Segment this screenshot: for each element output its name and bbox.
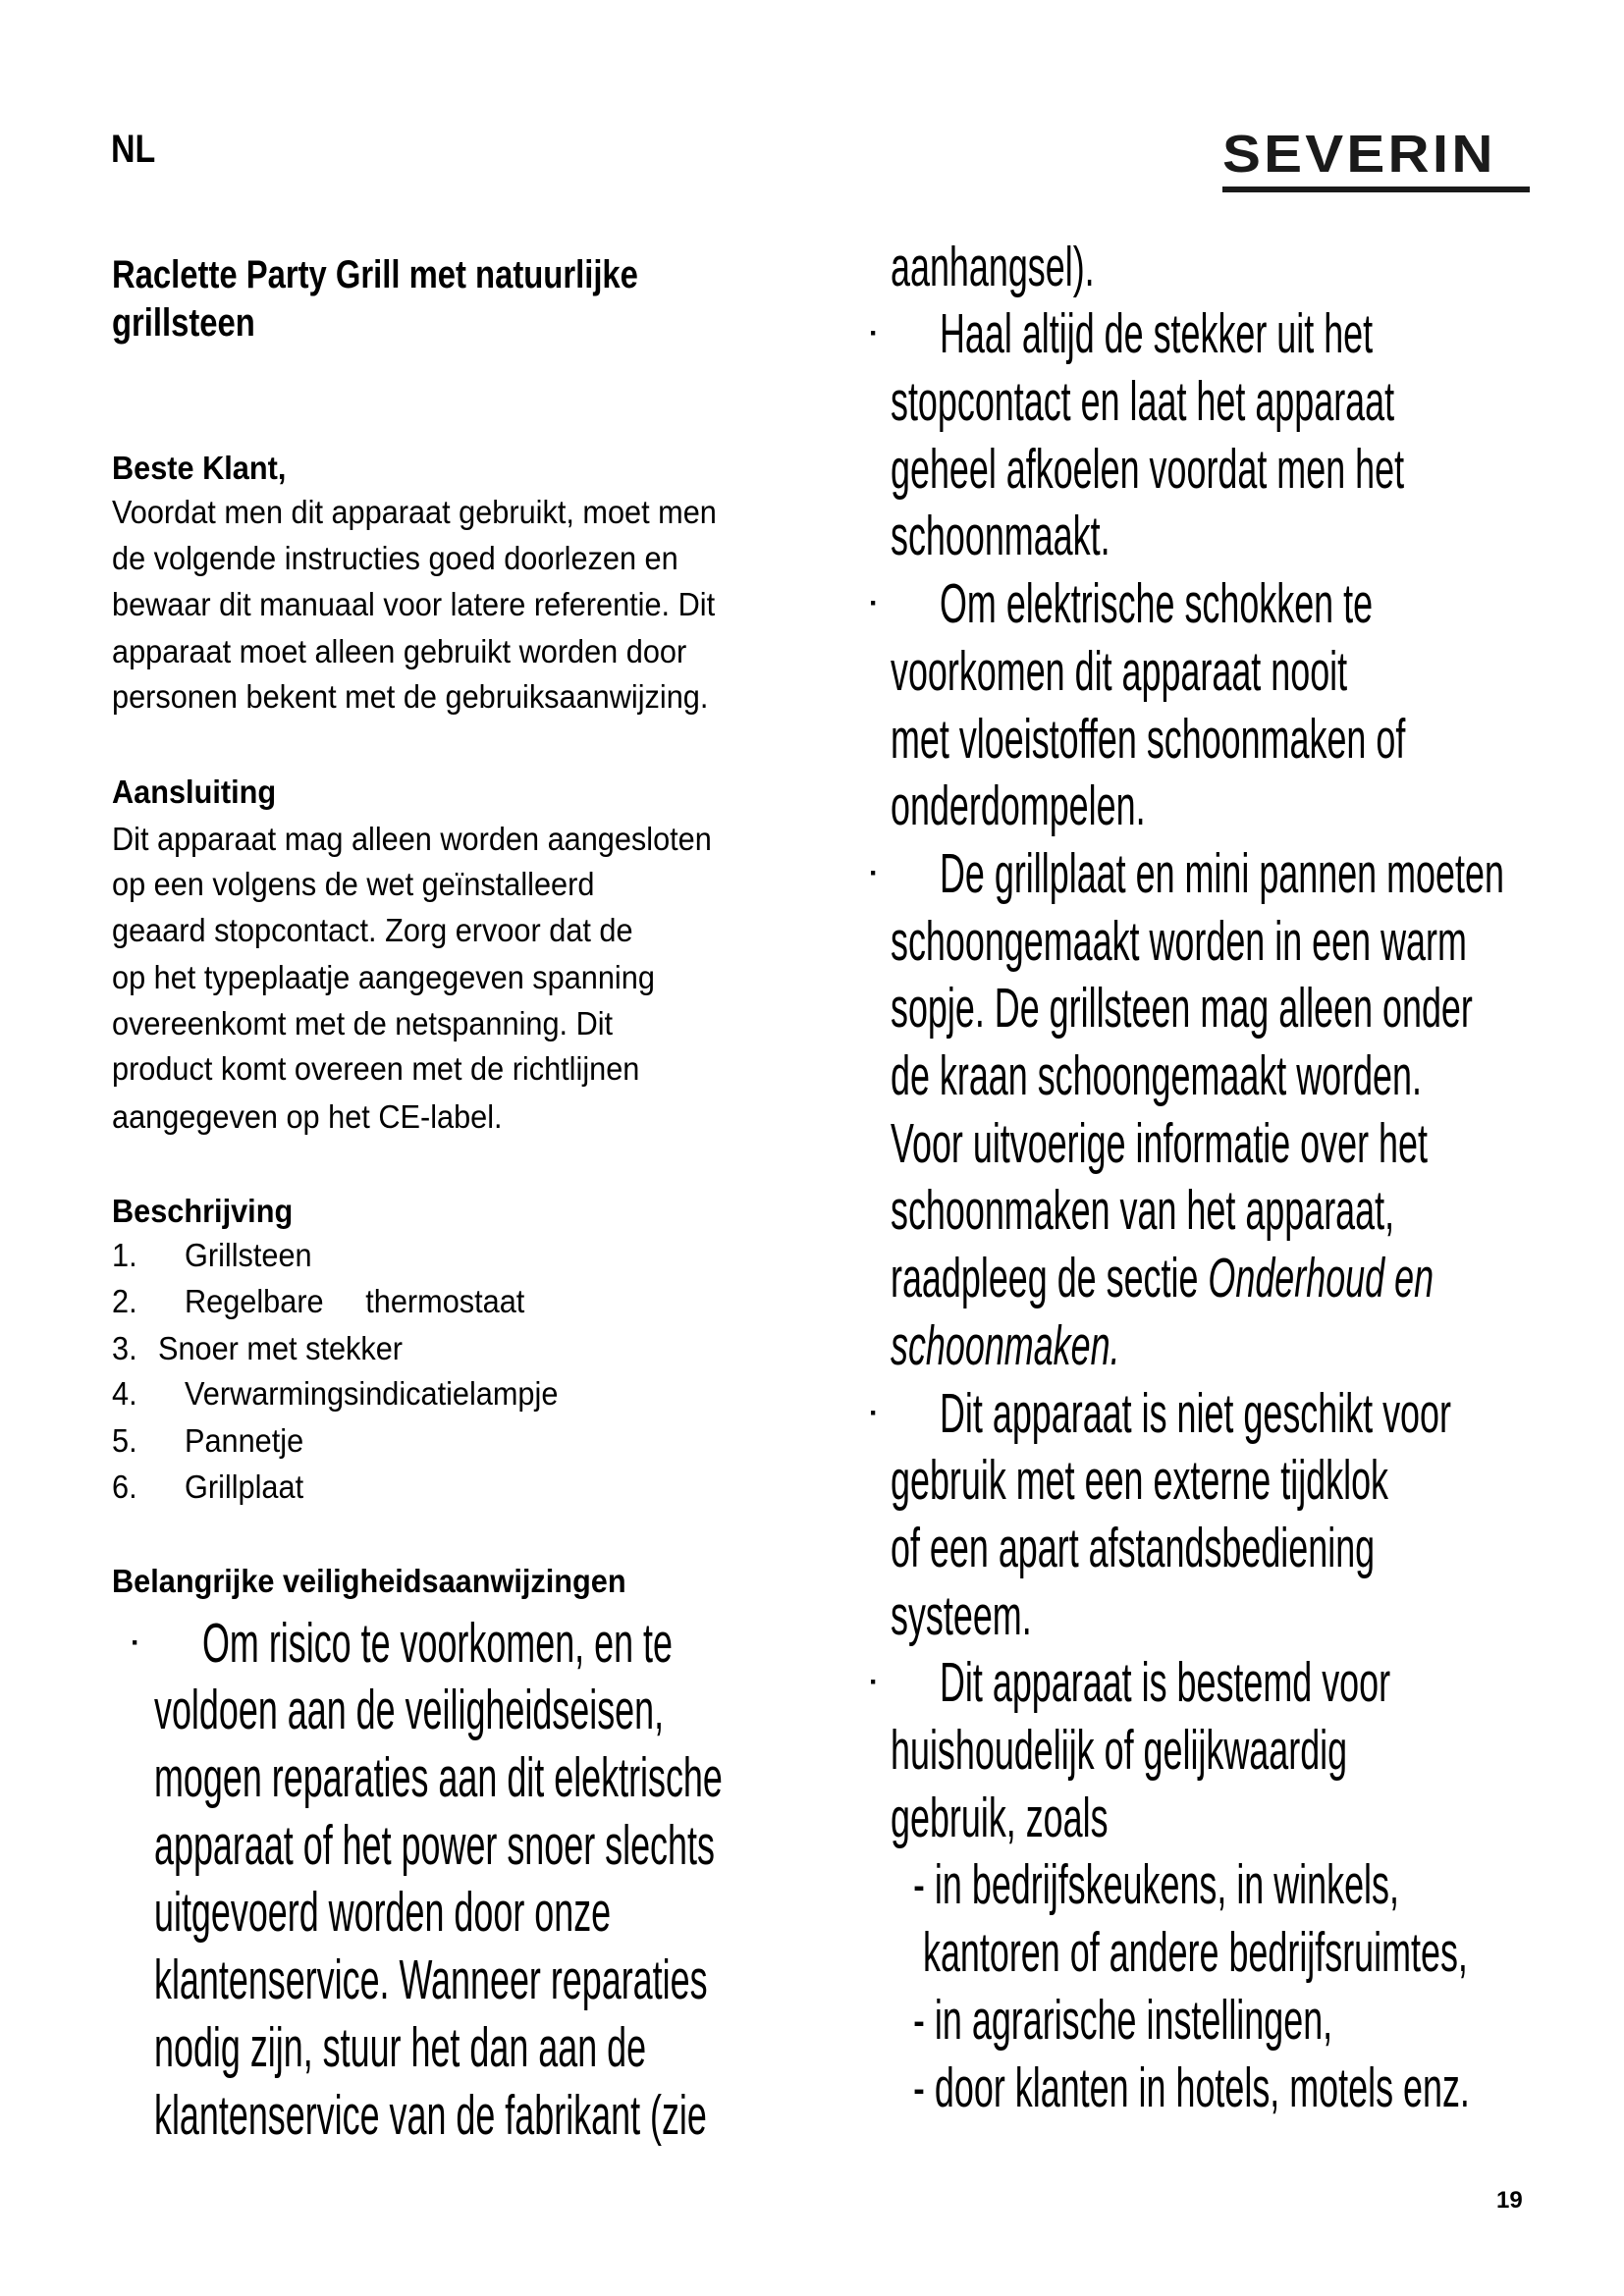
section-heading: Beste Klant,: [112, 450, 287, 487]
safety-line-text: aanhangsel).: [891, 235, 1095, 298]
paragraph-line: op een volgens de wet geïnstalleerd: [112, 866, 595, 903]
safety-line-text: Dit apparaat is niet geschikt voor: [940, 1381, 1451, 1445]
safety-line-text: huishoudelijk of gelijkwaardig: [891, 1719, 1348, 1783]
safety-line-text: Voor uitvoerige informatie over het: [891, 1111, 1428, 1175]
safety-line-text: raadpleeg de sectie: [891, 1247, 1209, 1310]
section-heading: Beschrijving: [112, 1192, 294, 1229]
document-title: grillsteen: [112, 301, 255, 346]
safety-line: [940, 300, 1373, 368]
severin-logo: [1222, 125, 1532, 192]
safety-line: Om risico te voorkomen, en te: [202, 1611, 673, 1675]
safety-line: uitgevoerd worden door onze: [154, 1881, 612, 1945]
safety-line: [891, 706, 1405, 774]
safety-line: nodig zijn, stuur het dan aan de: [154, 2015, 647, 2079]
paragraph-line: personen bekent met de gebruiksaanwijzing.: [112, 678, 709, 716]
paragraph-line: aangegeven op het CE-label.: [112, 1097, 503, 1135]
list-item-number: 5.: [112, 1422, 137, 1460]
safety-line-text: schoonmaakt.: [891, 505, 1110, 568]
safety-line: [891, 1447, 1388, 1515]
list-item-label: Pannetje: [185, 1422, 304, 1460]
safety-line: klantenservice. Wanneer reparaties: [154, 1949, 708, 2012]
list-item-label: Regelbare thermostaat: [185, 1282, 525, 1319]
paragraph-line: op het typeplaatje aangegeven spanning: [112, 959, 655, 996]
safety-line: [891, 1785, 1109, 1852]
list-item-label: Verwarmingsindicatielampje: [185, 1375, 559, 1413]
section-reference: schoonmaken.: [891, 1313, 1120, 1377]
safety-line: [891, 1245, 1434, 1312]
paragraph-line: apparaat moet alleen gebruikt worden door: [112, 632, 687, 669]
safety-line-text: met vloeistoffen schoonmaken of: [891, 707, 1406, 771]
safety-line: [891, 234, 1095, 301]
paragraph-line: de volgende instructies goed doorlezen en: [112, 540, 678, 576]
safety-line: [940, 570, 1373, 638]
safety-line: [891, 1110, 1428, 1178]
paragraph-line: product komt overeen met de richtlijnen: [112, 1050, 640, 1088]
safety-line: [891, 1042, 1422, 1110]
safety-line: [940, 1649, 1390, 1717]
safety-line-text: geheel afkoelen voordat men het: [891, 437, 1405, 501]
section-heading: Aansluiting: [112, 773, 277, 810]
page-number: 19: [1496, 2187, 1523, 2214]
section-heading: Belangrijke veiligheidsaanwijzingen: [112, 1563, 626, 1600]
safety-line-text: - door klanten in hotels, motels enz.: [913, 2056, 1470, 2119]
safety-line-text: Om elektrische schokken te: [940, 572, 1374, 636]
paragraph-line: bewaar dit manuaal voor latere referentie. Dit: [112, 585, 716, 622]
safety-line: [913, 2055, 1470, 2122]
safety-line-text: gebruik met een externe tijdklok: [891, 1449, 1389, 1513]
safety-line: [923, 1919, 1468, 1987]
safety-line-text: - in agrarische instellingen,: [913, 1988, 1333, 2052]
safety-line: [891, 503, 1110, 570]
bullet-icon: ·: [869, 856, 879, 889]
logo-underline: [1222, 187, 1530, 192]
list-item-label: Grillsteen: [185, 1236, 312, 1273]
safety-line-text: schoongemaakt worden in een warm: [891, 909, 1467, 973]
list-item-label: Grillplaat: [185, 1468, 304, 1506]
logo-text: SEVERIN: [1222, 125, 1496, 184]
safety-line: [940, 840, 1504, 908]
list-item-number: 1.: [112, 1236, 137, 1273]
list-item-number: 2.: [112, 1282, 137, 1319]
safety-line-text: - in bedrijfskeukens, in winkels,: [913, 1853, 1399, 1917]
safety-line: [891, 1515, 1375, 1582]
safety-line: [891, 368, 1394, 436]
document-title: Raclette Party Grill met natuurlijke: [112, 252, 638, 296]
paragraph-line: overeenkomt met de netspanning. Dit: [112, 1004, 614, 1041]
section-reference: Onderhoud en: [1208, 1247, 1435, 1310]
list-item-label: Snoer met stekker: [158, 1329, 404, 1366]
safety-line-text: Haal altijd de stekker uit het: [940, 302, 1374, 366]
safety-line-text: sopje. De grillsteen mag alleen onder: [891, 977, 1473, 1041]
safety-line: [940, 1380, 1451, 1448]
language-code: NL: [111, 128, 156, 171]
safety-line-text: systeem.: [891, 1583, 1032, 1647]
safety-line-text: gebruik, zoals: [891, 1786, 1109, 1849]
safety-line: voldoen aan de veiligheidseisen,: [154, 1679, 665, 1742]
bullet-icon: ·: [869, 1396, 879, 1429]
list-item-number: 4.: [112, 1375, 137, 1413]
safety-line-text: onderdompelen.: [891, 774, 1146, 838]
safety-line: [891, 1582, 1032, 1650]
bullet-icon: ·: [869, 317, 879, 350]
safety-line: [913, 1851, 1399, 1919]
safety-line: [891, 638, 1347, 706]
safety-line: [913, 1987, 1332, 2055]
safety-line-text: De grillplaat en mini pannen moeten: [940, 841, 1504, 905]
paragraph-line: Dit apparaat mag alleen worden aangesloten: [112, 820, 712, 857]
safety-line-text: of een apart afstandsbediening: [891, 1516, 1376, 1579]
safety-line: [891, 773, 1146, 840]
paragraph-line: Voordat men dit apparaat gebruikt, moet men: [112, 494, 717, 531]
safety-line: klantenservice van de fabrikant (zie: [154, 2083, 707, 2147]
safety-line: [891, 1717, 1347, 1785]
list-item-number: 3.: [112, 1329, 137, 1366]
safety-line: [891, 436, 1404, 504]
safety-line-text: kantoren of andere bedrijfsruimtes,: [923, 1921, 1468, 1985]
safety-line-text: schoonmaken van het apparaat,: [891, 1179, 1395, 1243]
list-item-number: 6.: [112, 1468, 137, 1506]
safety-line: [891, 908, 1467, 976]
bullet-icon: ·: [869, 587, 879, 620]
safety-line: [891, 1177, 1394, 1245]
safety-line: [891, 975, 1473, 1042]
safety-line-text: stopcontact en laat het apparaat: [891, 370, 1395, 434]
safety-line-text: Dit apparaat is bestemd voor: [940, 1651, 1391, 1715]
safety-line-text: voorkomen dit apparaat nooit: [891, 639, 1348, 703]
safety-line: mogen reparaties aan dit elektrische: [154, 1746, 723, 1810]
safety-line-text: de kraan schoongemaakt worden.: [891, 1044, 1422, 1108]
safety-line: apparaat of het power snoer slechts: [154, 1813, 715, 1877]
paragraph-line: geaard stopcontact. Zorg ervoor dat de: [112, 912, 633, 949]
bullet-icon: ·: [131, 1626, 140, 1659]
bullet-icon: ·: [869, 1666, 879, 1699]
safety-line: [891, 1312, 1120, 1380]
